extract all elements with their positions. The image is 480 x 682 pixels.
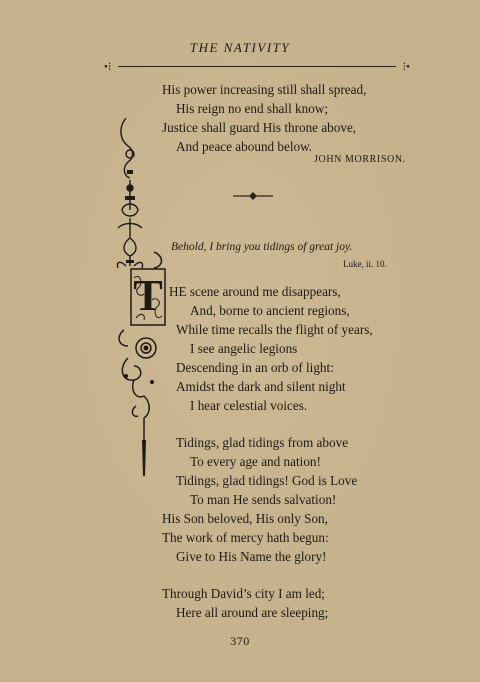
stanza3-line-1: Through David’s city I am led; xyxy=(162,586,325,601)
stanza2-line-4: To man He sends salvation! xyxy=(190,492,337,507)
section-divider-ornament xyxy=(232,190,274,202)
stanza2-line-7: Give to His Name the glory! xyxy=(176,549,327,564)
stanza2-line-2: To every age and nation! xyxy=(190,454,321,469)
poem1-line-4: And peace abound below. xyxy=(176,139,313,154)
page-number: 370 xyxy=(230,634,250,648)
poem1-line-2: His reign no end shall know; xyxy=(176,101,329,116)
poem1-line-1: His power increasing still shall spread, xyxy=(162,82,367,97)
poem2-line-2: And, borne to ancient regions, xyxy=(190,303,350,318)
stanza2-line-1: Tidings, glad tidings from above xyxy=(176,435,349,450)
header-rule xyxy=(104,60,410,74)
stanza2-line-3: Tidings, glad tidings! God is Love xyxy=(176,473,358,488)
poem2-line-1: HE scene around me disappears, xyxy=(169,284,341,299)
poem2-line-4: I see angelic legions xyxy=(190,341,298,356)
stanza2-line-5: His Son beloved, His only Son, xyxy=(162,511,328,526)
poem2-line-5: Descending in an orb of light: xyxy=(176,360,334,375)
poem1-line-3: Justice shall guard His throne above, xyxy=(162,120,357,135)
poem2-citation: Luke, ii. 10. xyxy=(343,259,387,269)
poem2-line-7: I hear celestial voices. xyxy=(190,398,308,413)
drop-cap-letter: T xyxy=(133,271,163,320)
poem2-epigraph: Behold, I bring you tidings of great joy. xyxy=(171,241,353,253)
poem2-line-3: While time recalls the flight of years, xyxy=(176,322,373,337)
rule-ornament-right: ⁝• xyxy=(402,61,410,73)
rule-line xyxy=(118,66,396,67)
stanza2-line-6: The work of mercy hath begun: xyxy=(162,530,329,545)
stanza3-line-2: Here all around are sleeping; xyxy=(176,605,329,620)
poem1-attribution: JOHN MORRISON. xyxy=(314,154,406,165)
drop-cap xyxy=(130,268,166,326)
rule-ornament-left: •⁝ xyxy=(104,61,112,73)
poem2-line-6: Amidst the dark and silent night xyxy=(176,379,346,394)
running-title: THE NATIVITY xyxy=(189,40,291,55)
